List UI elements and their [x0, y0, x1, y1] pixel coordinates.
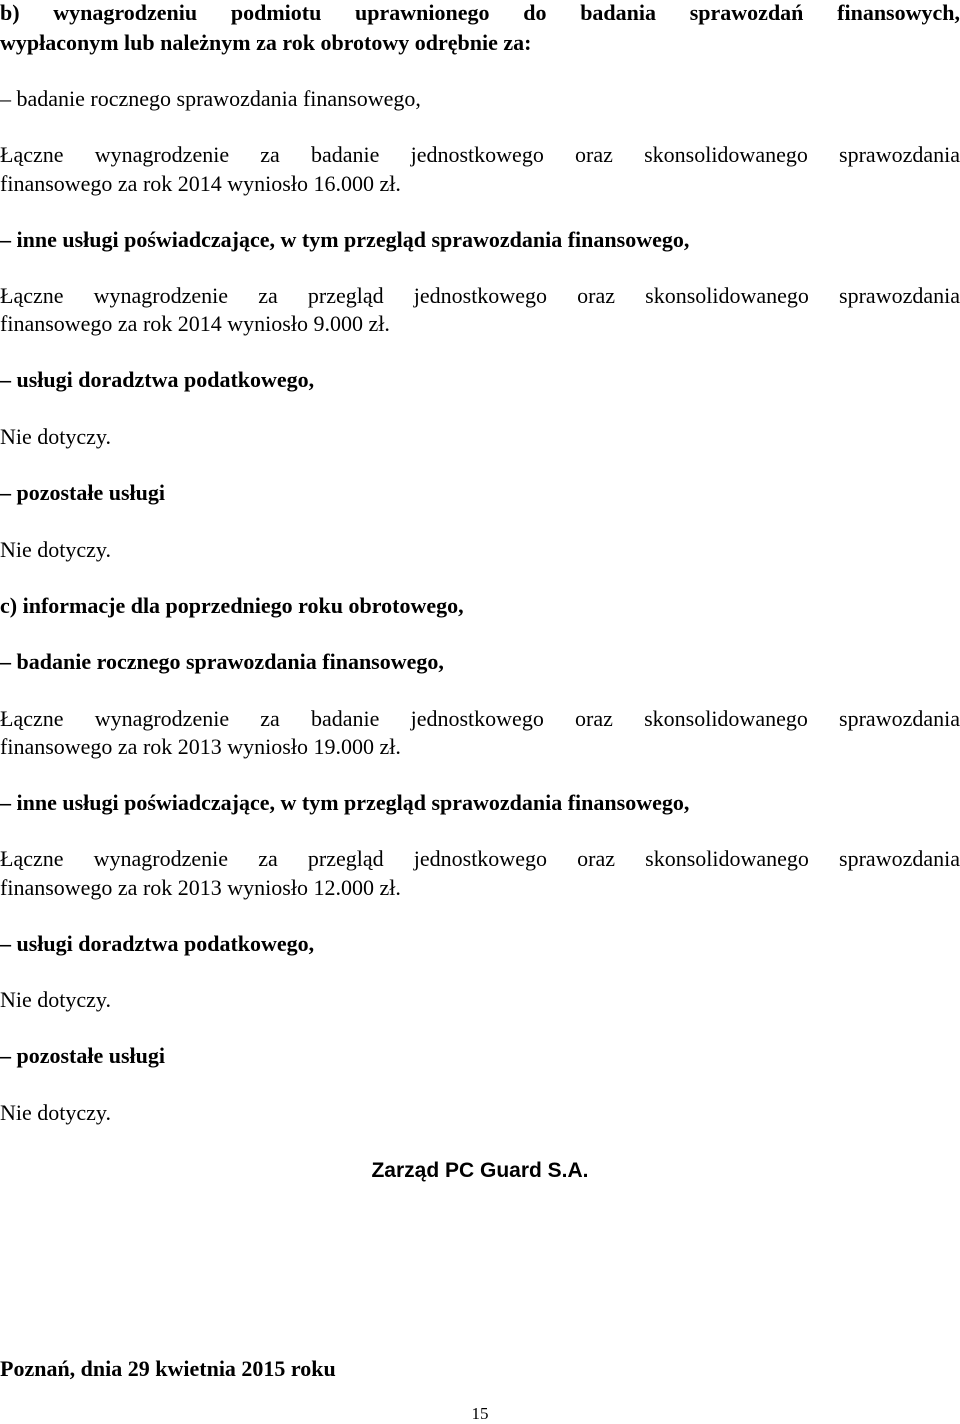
section-c-item-body: Nie dotyczy.: [0, 1100, 111, 1125]
section-b-heading-line1: b) wynagrodzeniu podmiotu uprawnionego do badania sprawozdań finansowych,: [0, 0, 960, 25]
section-c-item-title: – badanie rocznego sprawozdania finansowego,: [0, 649, 444, 674]
section-c-item-title: – pozostałe usługi: [0, 1043, 166, 1068]
section-b-item-body: Łączne wynagrodzenie za badanie jednostkowego oraz skonsolidowanego sprawozdania: [0, 142, 960, 167]
section-c-item-title: – inne usługi poświadczające, w tym przegląd sprawozdania finansowego,: [0, 790, 690, 815]
section-c-item-body: finansowego za rok 2013 wyniosło 19.000 zł.: [0, 734, 401, 759]
section-b-item-title: – inne usługi poświadczające, w tym przegląd sprawozdania finansowego,: [0, 227, 690, 252]
section-b-item-body: finansowego za rok 2014 wyniosło 16.000 zł.: [0, 171, 401, 196]
section-b-item-title: – badanie rocznego sprawozdania finansowego,: [0, 86, 421, 111]
section-b-item-body: Łączne wynagrodzenie za przegląd jednostkowego oraz skonsolidowanego sprawozdania: [0, 283, 960, 308]
page-number: 15: [471, 1404, 489, 1423]
section-c-item-title: – usługi doradztwa podatkowego,: [0, 931, 315, 956]
section-b-item-body: finansowego za rok 2014 wyniosło 9.000 zł.: [0, 311, 390, 336]
section-c-item-body: Łączne wynagrodzenie za badanie jednostkowego oraz skonsolidowanego sprawozdania: [0, 706, 960, 731]
place-date: Poznań, dnia 29 kwietnia 2015 roku: [0, 1356, 336, 1381]
board-signature: Zarząd PC Guard S.A.: [371, 1159, 589, 1182]
section-b-item-body: Nie dotyczy.: [0, 424, 111, 449]
section-c-heading: c) informacje dla poprzedniego roku obrotowego,: [0, 593, 464, 618]
section-b-item-title: – pozostałe usługi: [0, 480, 166, 505]
section-c-item-body: finansowego za rok 2013 wyniosło 12.000 zł.: [0, 875, 401, 900]
section-c-item-body: Łączne wynagrodzenie za przegląd jednostkowego oraz skonsolidowanego sprawozdania: [0, 846, 960, 871]
section-b-heading-line2: wypłaconym lub należnym za rok obrotowy odrębnie za:: [0, 30, 532, 55]
section-c-item-body: Nie dotyczy.: [0, 987, 111, 1012]
section-b-item-body: Nie dotyczy.: [0, 537, 111, 562]
section-b-item-title: – usługi doradztwa podatkowego,: [0, 367, 315, 392]
